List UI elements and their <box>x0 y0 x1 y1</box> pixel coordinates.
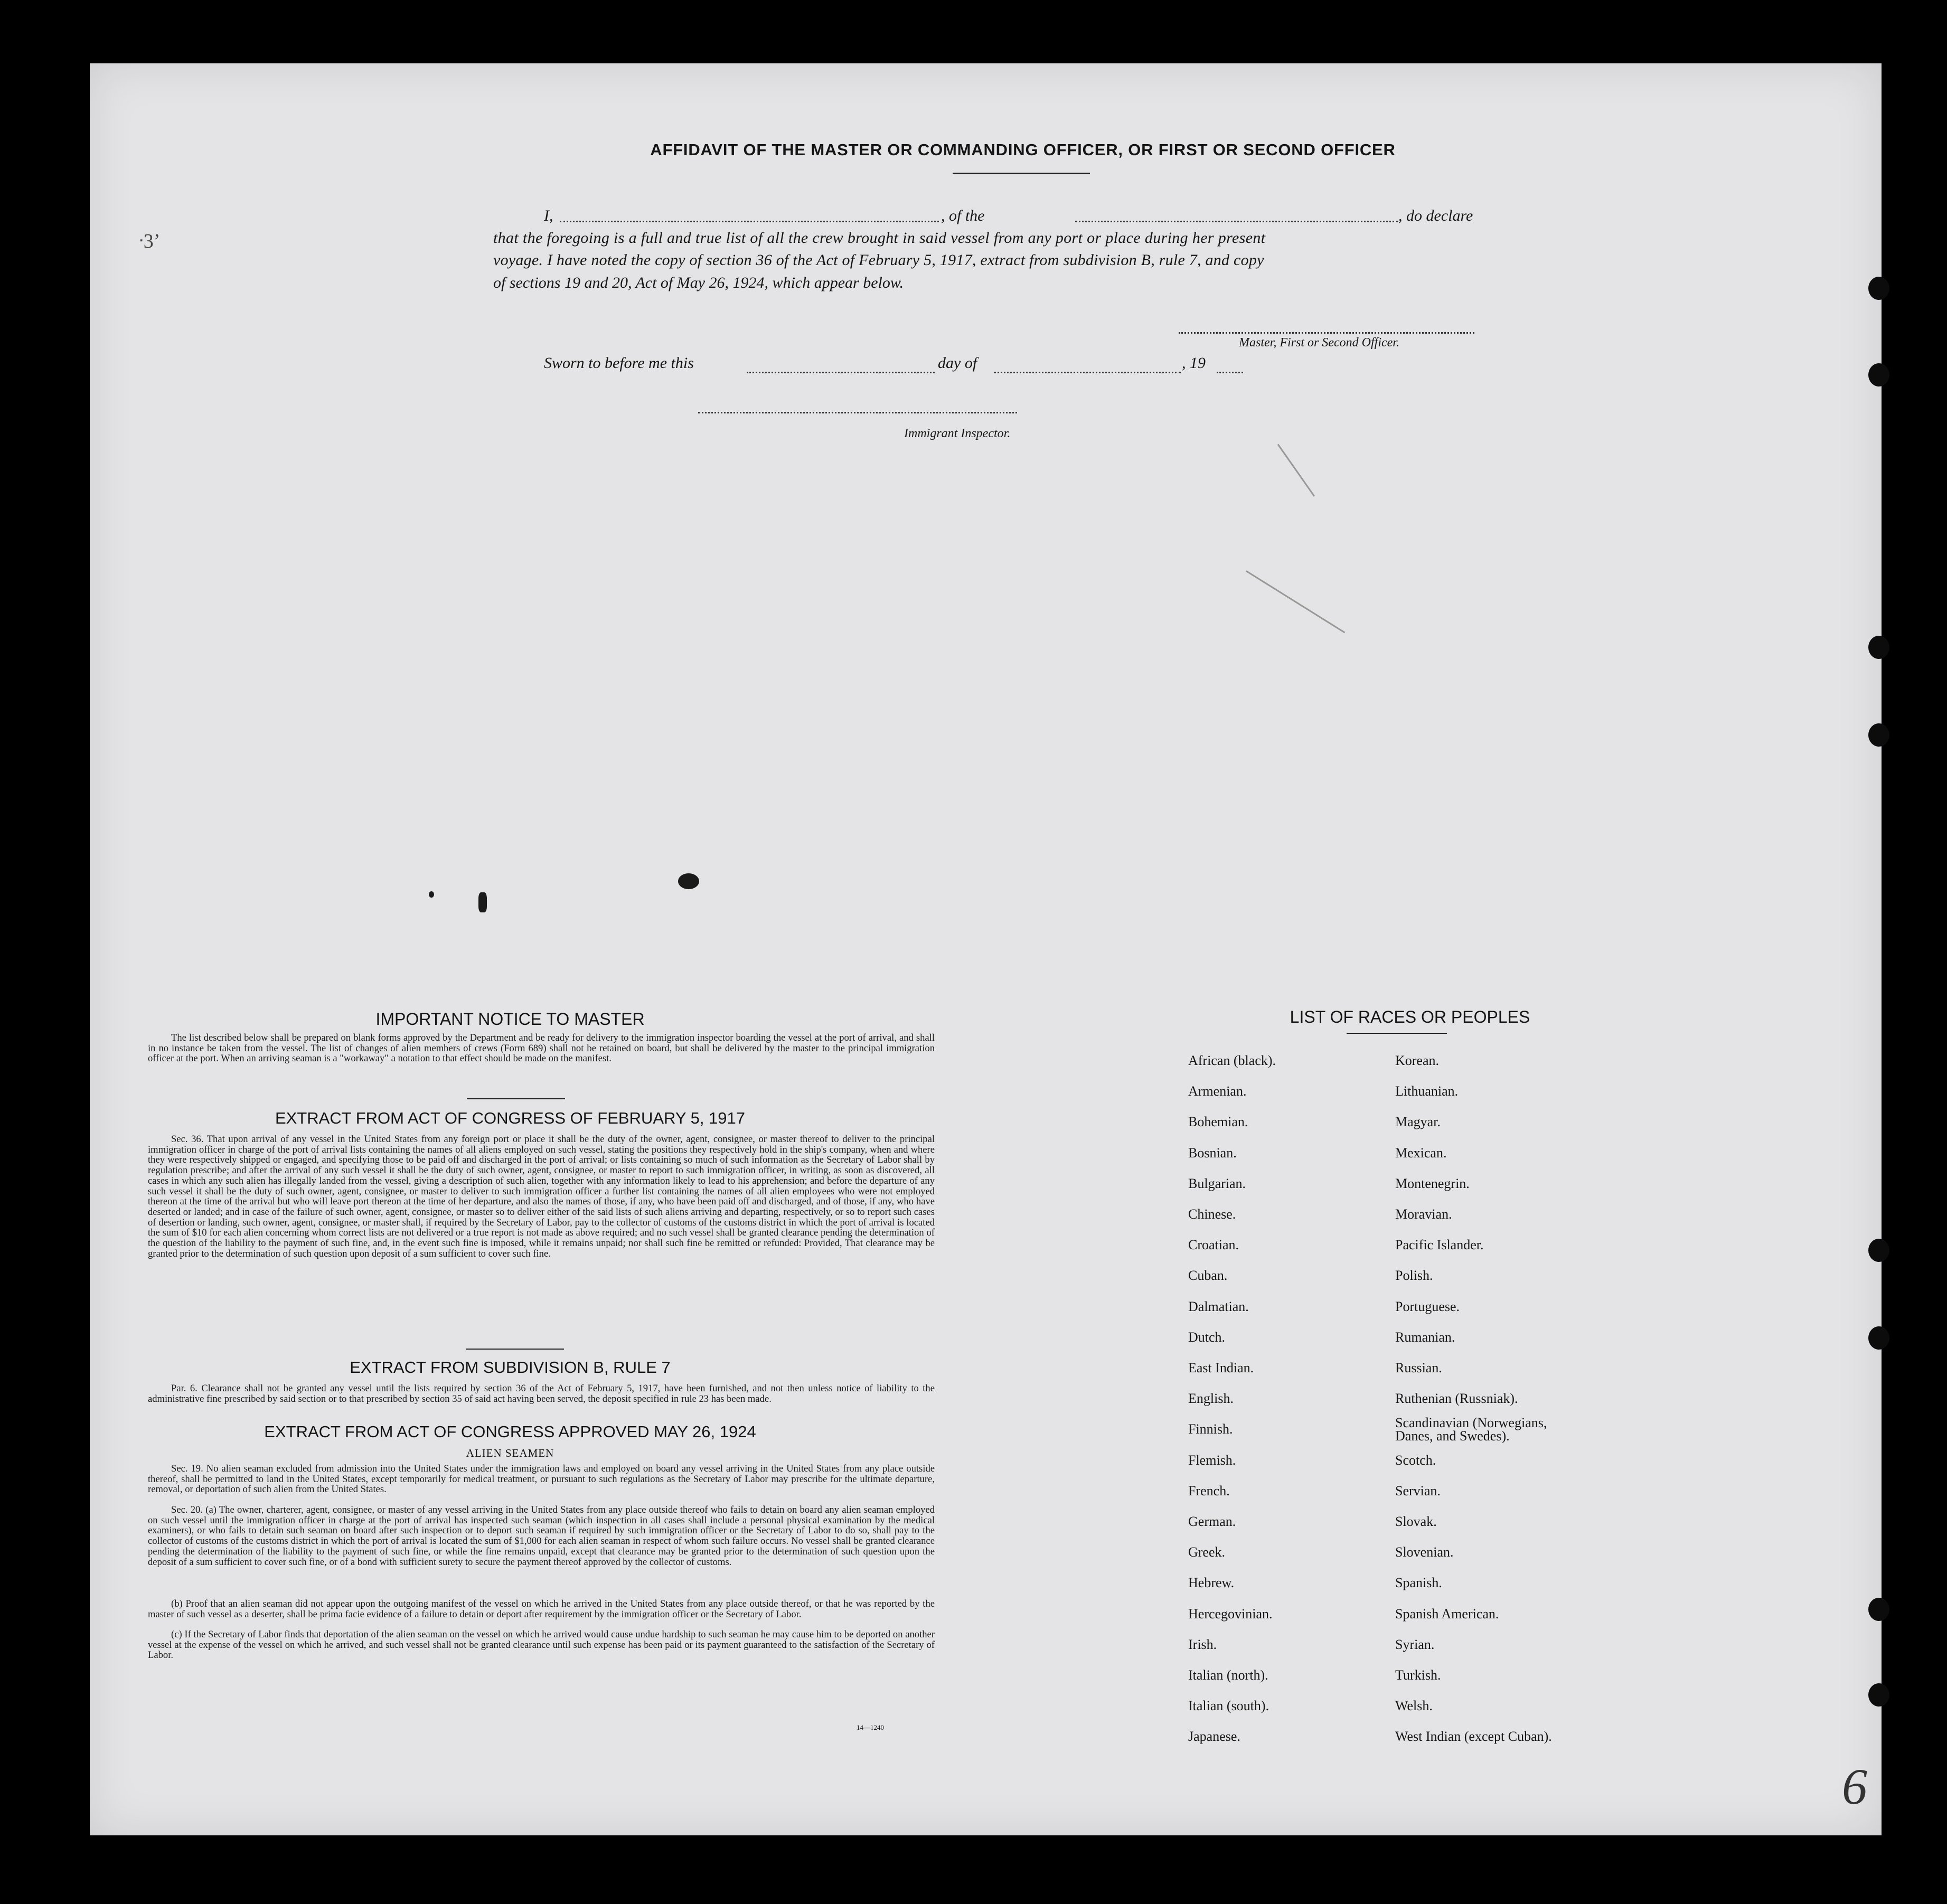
race-item: Moravian. <box>1395 1207 1452 1222</box>
binder-hole <box>1868 1683 1889 1707</box>
master-signature-caption: Master, First or Second Officer. <box>1239 336 1399 350</box>
race-item: Magyar. <box>1395 1114 1441 1130</box>
race-item: Dalmatian. <box>1188 1298 1249 1314</box>
race-item: Rumanian. <box>1395 1329 1455 1345</box>
race-item: Servian. <box>1395 1483 1441 1498</box>
race-item: Hercegovinian. <box>1188 1606 1273 1622</box>
race-item: Mexican. <box>1395 1145 1447 1161</box>
race-item: German. <box>1188 1514 1236 1529</box>
corner-page-number: 6 <box>1842 1758 1867 1815</box>
sworn-year-label: , 19 <box>1182 354 1206 372</box>
extract-1924-subtitle: ALIEN SEAMEN <box>466 1447 554 1459</box>
race-item: Croatian. <box>1188 1237 1239 1253</box>
extract-1924-sec19: Sec. 19. No alien seaman excluded from admission into the United States under the immigration laws and employed on board any vessel arriving in the United States from any place outside thereof, shall be permitted to land in the United States, except temporarily for medical treatment, or pursuant to such regulations as the Secretary of Labor may prescribe for the ultimate departure, removal, or deportation of such alien from the United States. <box>148 1463 935 1495</box>
sworn-month-field[interactable] <box>994 372 1181 373</box>
race-item: French. <box>1188 1483 1230 1498</box>
binder-hole <box>1868 636 1889 659</box>
race-item: Scotch. <box>1395 1452 1436 1468</box>
race-item: Pacific Islander. <box>1395 1237 1484 1253</box>
race-item: Ruthenian (Russniak). <box>1395 1391 1518 1407</box>
document-page <box>90 63 1882 1835</box>
race-item: Hebrew. <box>1188 1575 1235 1591</box>
extract-1917-body: Sec. 36. That upon arrival of any vessel in the United States from any foreign port or place it shall be the duty of the owner, agent, consignee, or master thereof to deliver to the principal immigration officer in charge of the port of arrival lists containing the names of all aliens employed on such vessel, stating the positions they respectively hold in the ship's company, when and where they were respectively shipped or engaged, and specifying those to be paid off and discharged in the port of arrival; or lists containing so much of such information as the Secretary of Labor shall by regulation prescribe; and after the arrival of any such vessel it shall be the duty of such owner, agent, consignee, or master to report to such immigration officer, in writing, as soon as discovered, all cases in which any such alien has illegally landed from the vessel, giving a description of such alien, together with any information likely to lead to his apprehension; and before the departure of any such vessel it shall be the duty of such owner, agent, consignee, or master to deliver to such immigration officer a further list containing the names of all alien employees who were not employed thereon at the time of the arrival but who will leave port thereon at the time of her departure, and also the names of those, if any, who have been paid off and discharged, and of those, if any, who have deserted or landed; and in case of the failure of such owner, agent, consignee, or master so to deliver either of the said lists of such aliens arriving and departing, respectively, or so to report such cases of desertion or landing, such owner, agent, consignee, or master shall, if required by the Secretary of Labor, pay to the collector of customs of the customs district in which the port of arrival is located the sum of $10 for each alien concerning whom correct lists are not delivered or a true report is not made as above required; and no such vessel shall be granted clearance pending the determination of the question of the liability to the payment of such fine, and, in the event such fine is imposed, while it remains unpaid; nor shall such fine be remitted or refunded: Provided, That clearance may be granted prior to the determination of such question upon deposit of a sum sufficient to cover such fine. <box>148 1134 935 1259</box>
race-item: Bohemian. <box>1188 1114 1248 1130</box>
race-item: Greek. <box>1188 1544 1226 1560</box>
race-item: Spanish. <box>1395 1575 1442 1591</box>
binder-hole <box>1868 1326 1889 1350</box>
sworn-day-field[interactable] <box>747 372 935 373</box>
affidavit-line-2: that the foregoing is a full and true list of all the crew brought in said vessel from any port or place during her present <box>493 229 1266 247</box>
race-item: English. <box>1188 1391 1234 1407</box>
race-item: Dutch. <box>1188 1329 1226 1345</box>
race-item: Finnish. <box>1188 1421 1233 1437</box>
ink-stain <box>478 892 487 912</box>
race-item: Slovak. <box>1395 1514 1437 1529</box>
races-title: LIST OF RACES OR PEOPLES <box>1290 1007 1530 1026</box>
race-item: Irish. <box>1188 1636 1217 1652</box>
race-item: Polish. <box>1395 1268 1433 1284</box>
binder-hole <box>1868 277 1889 300</box>
race-item: Turkish. <box>1395 1667 1441 1683</box>
race-item: East Indian. <box>1188 1360 1254 1375</box>
race-item: Italian (south). <box>1188 1698 1269 1714</box>
race-item: Korean. <box>1395 1053 1440 1068</box>
notice-body: The list described below shall be prepared on blank forms approved by the Department and be ready for delivery to the immigration inspector boarding the vessel at the port of arrival, and shall in no instance be taken from the vessel. The list of changes of alien members of crews (Form 689) shall not be retained on board, but shall be delivered by the master to the principal immigration officer at the port. When an arriving seaman is a "workaway" a notation to that effect should be made on the manifest. <box>148 1032 935 1064</box>
divider-2 <box>466 1349 564 1350</box>
notice-title: IMPORTANT NOTICE TO MASTER <box>375 1010 645 1029</box>
title-underline <box>953 173 1090 174</box>
race-item: Cuban. <box>1188 1268 1228 1284</box>
declarant-name-field[interactable] <box>560 221 939 222</box>
affidavit-line-3: voyage. I have noted the copy of section 36 of the Act of February 5, 1917, extract from subdivision B, rule 7, and copy <box>493 251 1264 269</box>
race-item: Spanish American. <box>1395 1606 1499 1622</box>
scan-streak <box>1246 570 1345 633</box>
race-item: Slovenian. <box>1395 1544 1454 1560</box>
form-number: 14—1240 <box>857 1723 884 1731</box>
race-item: Chinese. <box>1188 1207 1236 1222</box>
race-item: Welsh. <box>1395 1698 1433 1714</box>
ink-stain <box>678 873 699 889</box>
extract-1924-title: EXTRACT FROM ACT OF CONGRESS APPROVED MAY 26, 1924 <box>264 1422 756 1441</box>
extract-1924-sec20c: (c) If the Secretary of Labor finds that deportation of the alien seaman on the vessel on which he arrived would cause undue hardship to such seaman he may cause him to be deported on another vessel at the expense of the vessel on which he arrived, and such vessel shall not be granted clearance until such expense has been paid or its payment guaranteed to the satisfaction of the Secretary of Labor. <box>148 1629 935 1661</box>
ink-stain <box>429 891 434 898</box>
extract-1924-sec20a: Sec. 20. (a) The owner, charterer, agent, consignee, or master of any vessel arriving in the United States from any place outside thereof who fails to detain on board any alien seaman employed on such vessel until the immigration officer in charge at the port of arrival has inspected such seaman (which inspection in all cases shall include a personal physical examination by the medical examiners), or who fails to detain such seaman on board after such inspection or to deport such seaman if required by such immigration officer or the Secretary of Labor to do so, shall pay to the collector of customs of the customs district in which the port of arrival is located the sum of $1,000 for each alien seaman in respect of whom such failure occurs. No vessel shall be granted clearance pending the determination of the liability to the payment of such fine, or while the fine remains unpaid, except that clearance may be granted prior to the determination of such question upon the deposit of a sum sufficient to cover such fine, or of a bond with sufficient surety to secure the payment thereof approved by the collector of customs. <box>148 1504 935 1568</box>
race-item: Bosnian. <box>1188 1145 1237 1161</box>
race-item: Italian (north). <box>1188 1667 1268 1683</box>
master-signature-line[interactable] <box>1179 332 1474 334</box>
affidavit-declare-label: , do declare <box>1398 207 1473 224</box>
binder-hole <box>1868 1239 1889 1262</box>
extract-1917-title: EXTRACT FROM ACT OF CONGRESS OF FEBRUARY 5, 1917 <box>275 1109 746 1127</box>
race-item: Montenegrin. <box>1395 1175 1470 1191</box>
race-item: Lithuanian. <box>1395 1083 1459 1099</box>
sworn-day-label: day of <box>938 354 977 372</box>
sworn-prefix: Sworn to before me this <box>544 354 694 372</box>
left-margin-mark: ᐧ3ʼ <box>138 230 161 252</box>
sworn-year-field[interactable] <box>1217 372 1243 373</box>
extract-rule7-title: EXTRACT FROM SUBDIVISION B, RULE 7 <box>350 1358 671 1377</box>
race-item: Russian. <box>1395 1360 1442 1375</box>
race-item: West Indian (except Cuban). <box>1395 1729 1552 1745</box>
extract-rule7-body: Par. 6. Clearance shall not be granted any vessel until the lists required by section 36 of the Act of February 5, 1917, have been furnished, and not then unless notice of liability to the administrative fine prescribed by said section or to that prescribed by section 35 of said act having been served, the deposit specified in rule 23 has been made. <box>148 1383 935 1405</box>
race-item: Syrian. <box>1395 1636 1435 1652</box>
races-underline <box>1347 1033 1447 1034</box>
race-item: Armenian. <box>1188 1083 1247 1099</box>
binder-hole <box>1868 723 1889 747</box>
affidavit-line-4: of sections 19 and 20, Act of May 26, 1924, which appear below. <box>493 274 904 291</box>
divider-1 <box>467 1098 565 1099</box>
affidavit-i-label: I, <box>544 207 553 224</box>
race-item: Flemish. <box>1188 1452 1236 1468</box>
affidavit-title: AFFIDAVIT OF THE MASTER OR COMMANDING OFFICER, OR FIRST OR SECOND OFFICER <box>650 140 1396 159</box>
race-item: Bulgarian. <box>1188 1175 1246 1191</box>
race-item: Japanese. <box>1188 1729 1240 1745</box>
inspector-caption: Immigrant Inspector. <box>904 427 1011 440</box>
affidavit-of-the-label: , of the <box>941 207 985 224</box>
scan-streak <box>1277 444 1315 497</box>
extract-1924-sec20b: (b) Proof that an alien seaman did not appear upon the outgoing manifest of the vessel on which he arrived in the United States from any place outside thereof, or that he was reported by the master of such vessel as a deserter, shall be prima facie evidence of a failure to detain or deport after requirement by the immigration officer or the Secretary of Labor. <box>148 1598 935 1620</box>
binder-hole <box>1868 363 1889 387</box>
inspector-signature-line[interactable] <box>698 412 1017 413</box>
binder-hole <box>1868 1598 1889 1621</box>
vessel-name-field[interactable] <box>1075 221 1398 222</box>
race-item: Scandinavian (Norwegians, Danes, and Swedes). <box>1395 1415 1547 1444</box>
race-item: African (black). <box>1188 1053 1276 1068</box>
race-item: Portuguese. <box>1395 1298 1460 1314</box>
